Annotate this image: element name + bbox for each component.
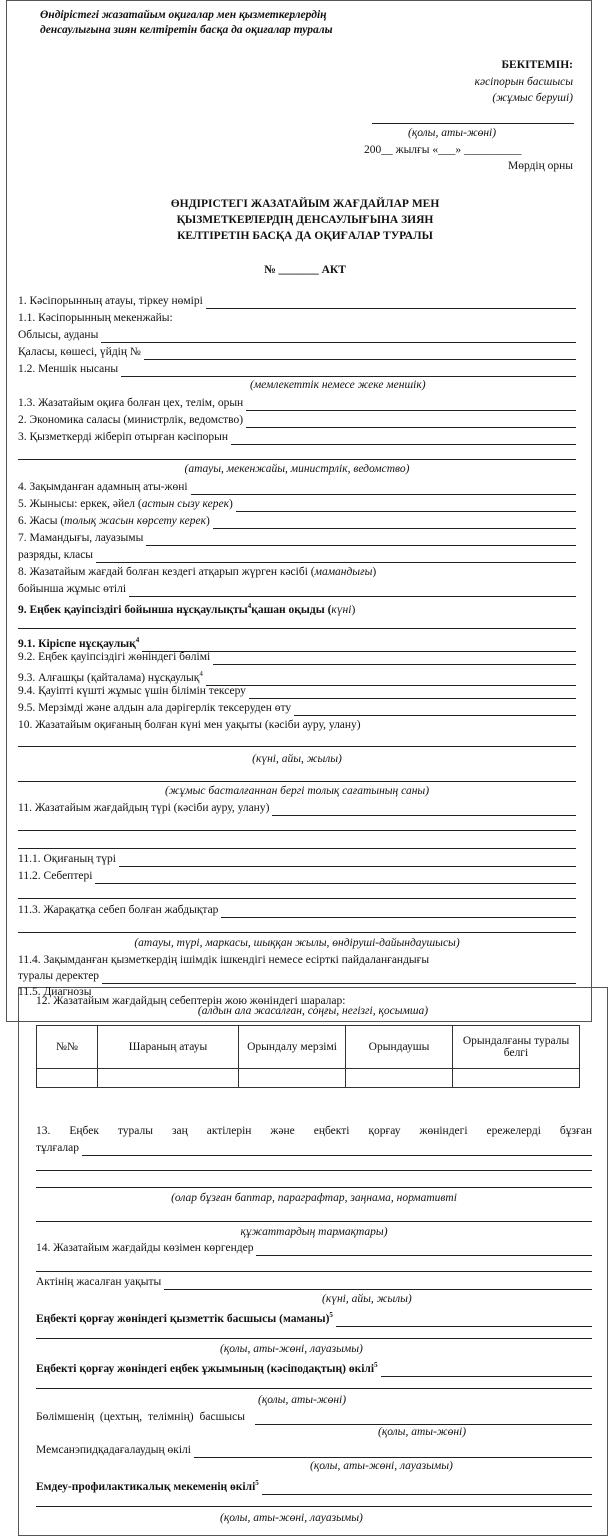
blank-line[interactable] [36, 1388, 592, 1389]
field-city[interactable] [18, 345, 576, 360]
field-label: Бөлімшенің (цехтың, телімнің) басшысы [36, 1411, 245, 1423]
blank-line[interactable] [249, 687, 576, 699]
blank-line[interactable] [18, 781, 576, 782]
table-cell[interactable] [98, 1069, 239, 1088]
violators-caption-2: құжаттардың тармақтары) [240, 1226, 388, 1238]
blank-line[interactable] [246, 416, 576, 428]
field-gender[interactable] [18, 497, 576, 512]
field-label: разряды, класы [18, 549, 94, 561]
blank-line[interactable] [191, 483, 576, 495]
blank-line[interactable] [95, 872, 576, 884]
field-label: Облысы, ауданы [18, 329, 99, 341]
blank-line[interactable] [18, 848, 576, 849]
union-rep-label: Еңбекті қорғау жөніндегі еңбек ұжымының (кәсіподақтың) өкілі [36, 1362, 375, 1375]
field-label [36, 1358, 378, 1377]
field-label: тұлғалар [36, 1142, 80, 1154]
blank-line[interactable] [82, 1144, 592, 1156]
measures-caption: (алдын ала жасалған, соңғы, негізгі, қосымша) [197, 1005, 429, 1017]
medical-rep-caption: (қолы, аты-жөні, лауазымы) [220, 1512, 363, 1524]
field-sanepid-rep[interactable] [36, 1443, 592, 1458]
blank-line[interactable] [144, 348, 576, 360]
footnote-mark: 5 [329, 1311, 333, 1319]
field-knowledge-check[interactable] [18, 684, 576, 699]
field-economy-sector[interactable] [18, 413, 576, 428]
field-work-experience[interactable] [18, 582, 576, 597]
occupation-label: 8. Жазатайым жағдай болған кездегі атқарып жүрген кәсібі ( [18, 566, 315, 578]
field-label [18, 633, 139, 652]
field-enterprise-name[interactable] [18, 294, 576, 309]
blank-line[interactable] [18, 746, 576, 747]
blank-line[interactable] [18, 459, 576, 460]
blank-line[interactable] [102, 972, 576, 984]
col-measure-name: Шараның атауы [98, 1026, 239, 1069]
field-union-rep[interactable] [36, 1358, 592, 1377]
field-label: 14. Жазатайым жағдайды көзімен көргендер [36, 1242, 254, 1254]
blank-line[interactable] [96, 551, 576, 563]
field-label: 11.1. Оқиғаның түрі [18, 853, 116, 865]
violators-label: 13. Еңбек туралы заң актілерін және еңбекті қорғау жөніндегі ережелерді бұзған [36, 1125, 592, 1137]
field-label: 9.4. Қауіпті күшті жұмыс үшін білімін тексеру [18, 685, 246, 697]
approve-sign-caption: (қолы, аты-жөні) [408, 127, 497, 139]
field-label: Актінің жасалған уақыты [36, 1276, 162, 1288]
age-hint: толық жасын көрсету керек [64, 515, 206, 527]
field-incident-datetime-label: 10. Жазатайым оқиғаның болған күні мен уақыты (кәсіби ауру, улану) [18, 719, 361, 731]
footnote-mark: 4 [135, 636, 140, 644]
violators-caption-1: (олар бұзған баптар, параграфтар, заңнама, нормативті [171, 1192, 457, 1204]
blank-line[interactable] [272, 804, 576, 816]
col-executor: Орындаушы [346, 1026, 453, 1069]
blank-line[interactable] [18, 830, 576, 831]
field-label: 11.3. Жарақатқа себеп болған жабдықтар [18, 904, 219, 916]
blank-line[interactable] [18, 628, 576, 629]
blank-line[interactable] [18, 932, 576, 933]
blank-line[interactable] [146, 534, 576, 546]
approve-role2: (жұмыс беруші) [492, 92, 573, 104]
instruction-paren: ) [351, 603, 356, 616]
field-label: туралы деректер [18, 970, 100, 982]
table-row[interactable] [37, 1069, 580, 1088]
field-violators[interactable] [36, 1141, 592, 1156]
field-address-label: 1.1. Кәсіпорынның мекенжайы: [18, 312, 173, 324]
field-causes[interactable] [18, 869, 576, 884]
hours-caption: (жұмыс басталғаннан бергі толық сағатының саны) [164, 785, 430, 797]
blank-line[interactable] [36, 1170, 592, 1171]
field-ownership[interactable] [18, 362, 576, 377]
field-label: 7. Мамандығы, лауазымы [18, 532, 144, 544]
datetime-caption: (күні, айы, жылы) [252, 753, 342, 765]
field-label: 11. Жазатайым жағдайдың түрі (кәсіби ауру, улану) [18, 802, 270, 814]
union-rep-caption: (қолы, аты-жөні) [258, 1394, 347, 1406]
blank-line[interactable] [262, 1483, 592, 1495]
field-equipment[interactable] [18, 903, 576, 918]
field-profession[interactable] [18, 531, 576, 546]
equipment-caption: (атауы, түрі, маркасы, шыққан жылы, өндіруші-дайындаушысы) [134, 937, 460, 949]
field-label [18, 497, 233, 512]
intro-label: 9.1. Кіріспе нұсқаулық [18, 637, 136, 650]
field-safety-instruction[interactable] [18, 599, 355, 618]
field-incident-place[interactable] [18, 396, 576, 411]
field-label: 9.5. Мерзімді және алдын ала дәрігерлік тексеруден өту [18, 702, 292, 714]
blank-line[interactable] [119, 855, 576, 867]
table-cell[interactable] [453, 1069, 580, 1088]
medical-rep-label: Емдеу-профилактикалық мекеменің өкілі [36, 1480, 256, 1493]
occupation-paren: ) [372, 566, 377, 578]
blank-line[interactable] [36, 1221, 592, 1222]
safety-head-label: Еңбекті қорғау жөніндегі қызметтік басшысы (маманы) [36, 1312, 330, 1325]
ownership-caption: (мемлекеттік немесе жеке меншік) [250, 379, 426, 391]
table-cell[interactable] [346, 1069, 453, 1088]
col-number: №№ [37, 1026, 98, 1069]
field-medical-rep[interactable] [36, 1476, 592, 1495]
field-diagnosis-label: 11.5. Диагнозы [18, 986, 92, 998]
field-injured-name[interactable] [18, 480, 576, 495]
field-grade[interactable] [18, 548, 576, 563]
instruction-label-2: қашан оқыды ( [251, 603, 332, 616]
blank-line[interactable] [336, 1315, 592, 1327]
act-time-caption: (күні, айы, жылы) [322, 1293, 412, 1305]
header-line-1: Өндірістегі жазатайым оқиғалар мен қызметкерлердің [40, 9, 327, 21]
safety-head-caption: (қолы, аты-жөні, лауазымы) [220, 1343, 363, 1355]
unit-head-caption: (қолы, аты-жөні) [378, 1426, 467, 1438]
approve-title: БЕКІТЕМІН: [501, 59, 573, 71]
field-label: Қаласы, көшесі, үйдің № [18, 346, 141, 358]
sanepid-rep-caption: (қолы, аты-жөні, лауазымы) [310, 1460, 453, 1472]
blank-line[interactable] [255, 1413, 592, 1425]
field-occupation-label [18, 565, 376, 580]
blank-line[interactable] [36, 1187, 592, 1188]
field-event-type[interactable] [18, 852, 576, 867]
field-label [18, 514, 210, 529]
blank-line[interactable] [121, 365, 576, 377]
blank-line[interactable] [101, 331, 576, 343]
age-label: 6. Жасы ( [18, 515, 65, 527]
field-label: 9.2. Еңбек қауіпсіздігі жөніндегі бөлімі [18, 651, 211, 663]
field-oblast[interactable] [18, 328, 576, 343]
field-safety-head[interactable] [36, 1308, 592, 1327]
field-sending-enterprise[interactable] [18, 430, 576, 445]
field-label: Мемсанэпидқадағалаудың өкілі [36, 1444, 191, 1456]
approve-role: кәсіпорын басшысы [474, 76, 573, 88]
field-age[interactable] [18, 514, 576, 529]
instruction-label: 9. Еңбек қауіпсіздігі бойынша нұсқаулықты [18, 603, 248, 616]
col-completion-mark: Орындалғаны туралы белгі [453, 1026, 580, 1069]
blank-line[interactable] [213, 653, 576, 665]
field-intoxication[interactable] [18, 969, 576, 984]
field-label: бойынша жұмыс өтілі [18, 583, 127, 595]
blank-line[interactable] [194, 1446, 592, 1458]
field-medical-check[interactable] [18, 701, 576, 716]
act-number[interactable]: № _______ АКТ [264, 264, 346, 276]
field-label: 2. Экономика саласы (министрлік, ведомство) [18, 414, 244, 426]
field-unit-head[interactable] [36, 1410, 592, 1425]
table-cell[interactable] [37, 1069, 98, 1088]
field-primary-instruction[interactable] [18, 667, 576, 686]
gender-paren: ) [228, 498, 233, 510]
approve-date-line[interactable]: 200__ жылғы «___» __________ [364, 144, 522, 156]
doc-title-2: ҚЫЗМЕТКЕРЛЕРДІҢ ДЕНСАУЛЫҒЫНА ЗИЯН [176, 214, 434, 226]
blank-line[interactable] [129, 585, 576, 597]
blank-line[interactable] [36, 1506, 592, 1507]
field-witnesses[interactable] [36, 1241, 592, 1256]
occupation-hint: мамандығы [314, 566, 373, 578]
footnote-mark: 5 [255, 1479, 259, 1487]
blank-line[interactable] [256, 1244, 592, 1256]
footnote-mark: 4 [199, 670, 203, 678]
table-cell[interactable] [239, 1069, 346, 1088]
field-label [18, 667, 203, 686]
blank-line[interactable] [18, 898, 576, 899]
footnote-mark: 4 [247, 602, 252, 610]
stamp-place: Мөрдің орны [507, 160, 573, 172]
field-intoxication-label: 11.4. Зақымданған қызметкердің ішімдік ішкендігі немесе есірткі пайдаланғандығы [18, 954, 430, 966]
field-label: 1. Кәсіпорынның атауы, тіркеу нөмірі [18, 295, 203, 307]
field-incident-type[interactable] [18, 801, 576, 816]
field-act-time[interactable] [36, 1275, 592, 1290]
field-label: 3. Қызметкерді жіберіп отырған кәсіпорын [18, 431, 229, 443]
sending-enterprise-caption: (атауы, мекенжайы, министрлік, ведомство) [184, 463, 410, 475]
blank-line[interactable] [36, 1338, 592, 1339]
field-label [36, 1476, 259, 1495]
blank-line[interactable] [294, 704, 576, 716]
footnote-mark: 5 [374, 1361, 378, 1369]
blank-line[interactable] [164, 1278, 592, 1290]
primary-label: 9.3. Алғашқы (қайталама) нұсқаулық [18, 671, 200, 684]
field-safety-section[interactable] [18, 650, 576, 665]
blank-line[interactable] [206, 297, 576, 309]
blank-line[interactable] [221, 906, 576, 918]
field-label: 1.3. Жазатайым оқиға болған цех, телім, орын [18, 397, 244, 409]
field-label: 4. Зақымданған адамның аты-жөні [18, 481, 188, 493]
age-paren: ) [205, 515, 210, 527]
col-deadline: Орындалу мерзімі [239, 1026, 346, 1069]
gender-label: 5. Жынысы: еркек, әйел ( [18, 498, 142, 510]
field-label: 1.2. Меншік нысаны [18, 363, 119, 375]
header-line-2: денсаулығына зиян келтіретін басқа да оқиғалар туралы [40, 24, 333, 36]
field-label [36, 1308, 333, 1327]
blank-line[interactable] [381, 1365, 592, 1377]
measures-table [36, 1025, 580, 1088]
field-label: 11.2. Себептері [18, 870, 93, 882]
blank-line[interactable] [231, 433, 576, 445]
blank-line[interactable] [213, 517, 576, 529]
instruction-hint: күні [331, 603, 352, 616]
measures-heading: 12. Жазатайым жағдайдың себептерін жою жөніндегі шаралар: [36, 995, 346, 1007]
doc-title-1: ӨНДІРІСТЕГІ ЖАЗАТАЙЫМ ЖАҒДАЙЛАР МЕН [170, 198, 440, 210]
doc-title-3: КЕЛТІРЕТІН БАСҚА ДА ОҚИҒАЛАР ТУРАЛЫ [177, 230, 433, 242]
approve-sign-line[interactable] [372, 123, 574, 124]
gender-hint: астын сызу керек [141, 498, 229, 510]
table-header-row [37, 1026, 580, 1069]
blank-line[interactable] [236, 500, 576, 512]
field-intro-instruction[interactable] [18, 633, 576, 652]
blank-line[interactable] [36, 1271, 592, 1272]
blank-line[interactable] [246, 399, 576, 411]
